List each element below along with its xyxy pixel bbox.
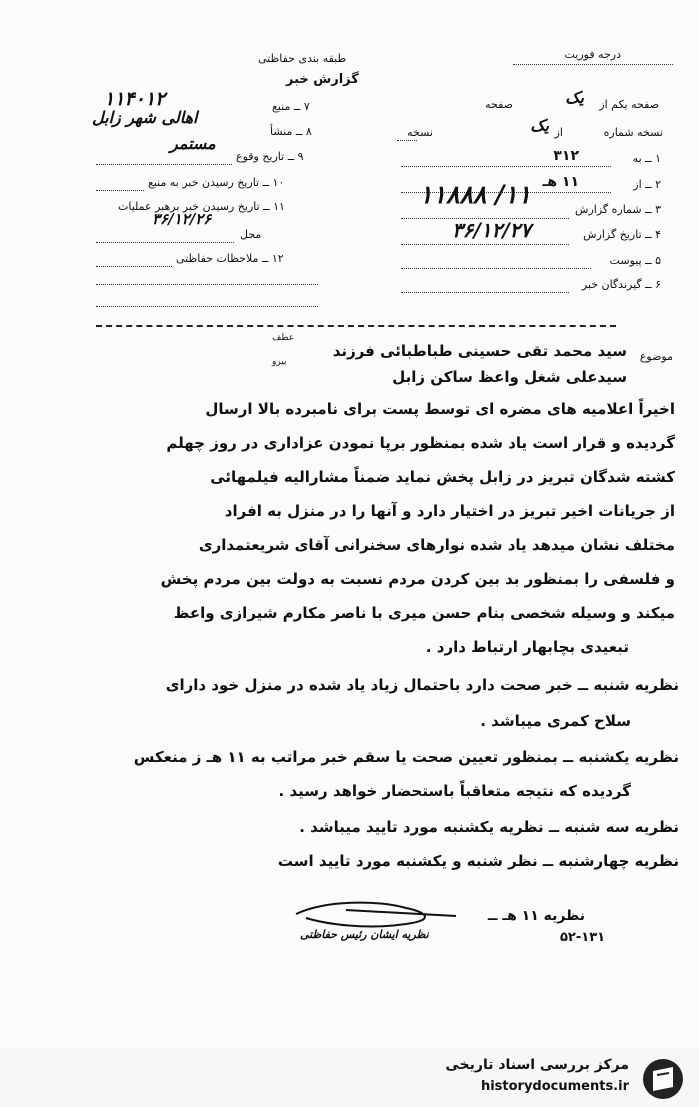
opinion-sunday-cont: گردیده که نتیجه متعاقباً باستحضار خواهد رسید . — [278, 782, 631, 800]
watermark-footer — [0, 1049, 699, 1107]
to-label: ۱ ــ به — [632, 152, 661, 165]
opinion-11h: نظریه ۱۱ هـ ــ — [487, 908, 585, 924]
archive-logo-icon — [639, 1055, 687, 1103]
page-suffix: صفحه — [485, 98, 513, 111]
to-value: ۳۱۲ — [553, 148, 579, 164]
source-value: ۱۱۴۰۱۲ — [104, 88, 166, 110]
report-number-value: ۱۱۸۸۸ /۱۱ — [419, 180, 531, 209]
subject-line-2: سیدعلی شغل واعظ ساکن زابل — [392, 368, 627, 386]
subject-label: موضوع — [639, 350, 673, 363]
report-date-label: ۴ ــ تاریخ گزارش — [583, 228, 661, 241]
report-date-value: ۳۶/۱۲/۲۷ — [451, 218, 531, 242]
copy-middle: از — [554, 126, 563, 139]
classification-label: طبقه بندی حفاظتی — [258, 52, 347, 65]
body-line: کشته شدگان تبریز در زابل پخش نماید ضمناً مشارالیه فیلمهائی — [210, 468, 675, 486]
body-line: و فلسفی را بمنظور بد بین کردن مردم نسبت به دولت بین مردم پخش — [160, 570, 675, 588]
security-notes-label: ۱۲ ــ ملاحظات حفاظتی — [176, 252, 284, 265]
source-label: ۷ ــ منبع — [272, 100, 310, 113]
signature-text: نظریه ایشان رئیس حفاظتی — [300, 928, 429, 941]
received-by-ops-label: ۱۱ ــ تاریخ رسیدن خبر برهبر عملیات — [118, 200, 285, 213]
from-label: ۲ ــ از — [633, 178, 661, 191]
body-line: مختلف نشان میدهد یاد شده نوارهای سخنرانی آقای شریعتمداری — [198, 536, 675, 554]
report-title: گزارش خبر — [286, 72, 359, 87]
body-line: اخیراً اعلامیه های مضره ای توسط پست برای نامبرده بالا ارسال — [205, 400, 675, 418]
received-by-ops-value: ۳۶/۱۲/۲۶ — [152, 210, 212, 228]
subject-note-top: عطف — [272, 333, 295, 343]
opinion-saturday-cont: سلاح کمری میباشد . — [480, 712, 631, 730]
body-line: میکند و وسیله شخصی بنام حسن میری با ناصر مکارم شیرازی واعظ — [173, 604, 675, 622]
report-number-label: ۳ ــ شماره گزارش — [575, 203, 661, 216]
opinion-tuesday: نظریه سه شنبه ــ نظریه یکشنبه مورد تایید میباشد . — [299, 818, 679, 836]
copy-label: نسخه شماره — [603, 126, 663, 139]
priority-line — [513, 64, 673, 65]
attachment-label: ۵ ــ پیوست — [609, 254, 661, 267]
subject-note-bottom: بیرو — [272, 357, 287, 367]
page-label: صفحه یکم از — [599, 98, 659, 111]
origin-label: ۸ ــ منشأ — [270, 125, 312, 138]
occurrence-date-value: مستمر — [170, 134, 216, 153]
place-label: محل — [240, 228, 262, 241]
body-line: گردیده و قرار است یاد شده بمنظور برپا نمودن عزاداری در روز چهلم — [166, 434, 675, 452]
body-line: از جریانات اخیر تبریز در اختیار دارد و آنها را در منزل به افراد — [224, 502, 675, 520]
opinion-sunday: نظریه یکشنبه ــ بمنظور تعیین صحت یا سقم خبر مراتب به ۱۱ هـ ز منعکس — [133, 748, 679, 766]
page-value: یک — [565, 88, 584, 107]
watermark-url: historydocuments.ir — [480, 1079, 629, 1094]
copy-value: یک — [530, 116, 549, 135]
occurrence-date-label: ۹ ــ تاریخ وقوع — [236, 150, 304, 163]
opinion-wednesday: نظریه چهارشنبه ــ نظر شنبه و یکشنبه مورد تایید است — [277, 852, 679, 870]
from-value: ۱۱ هـ — [542, 174, 579, 190]
recipients-label: ۶ ــ گیرندگان خبر — [581, 278, 661, 291]
watermark-title: مرکز بررسی اسناد تاریخی — [445, 1057, 629, 1073]
section-divider — [96, 325, 616, 327]
subject-line-1: سید محمد تقی حسینی طباطبائی فرزند — [332, 342, 627, 360]
received-by-source-label: ۱۰ ــ تاریخ رسیدن خبر به منبع — [148, 176, 285, 189]
priority-label: درجه فوریت — [564, 48, 621, 61]
copy-suffix: نسخه — [407, 126, 433, 139]
origin-value: اهالی شهر زابل — [92, 108, 198, 127]
opinion-saturday: نظریه شنبه ــ خبر صحت دارد باحتمال زیاد یاد شده در منزل خود دارای — [165, 676, 679, 694]
body-line: تبعیدی بچابهار ارتباط دارد . — [425, 638, 629, 656]
document-code: ۵۲-۱۳۱ — [560, 930, 606, 945]
